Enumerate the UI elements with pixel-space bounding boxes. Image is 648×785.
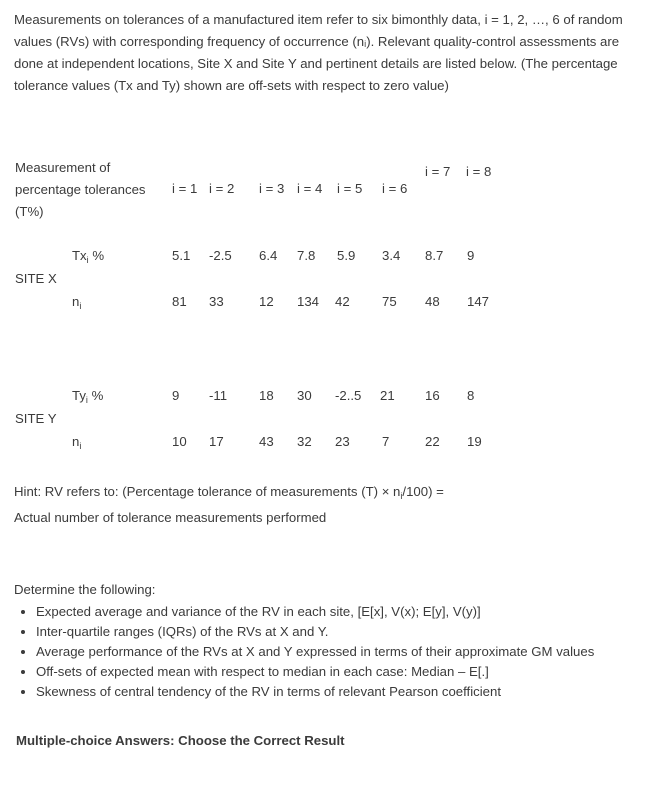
- site-y-n-value: 19: [467, 434, 482, 449]
- site-x-t-value: 6.4: [259, 248, 278, 263]
- site-y-n-value: 7: [382, 434, 390, 449]
- site-x-t-value: 3.4: [382, 248, 401, 263]
- site-x-n-value: 134: [297, 294, 320, 309]
- site-y-t-value: -2..5: [335, 388, 362, 403]
- site-x-n-value: 12: [259, 294, 274, 309]
- col-header-i3: i = 3: [259, 181, 285, 196]
- site-x-label: SITE X: [15, 271, 57, 286]
- site-y-n-value: 17: [209, 434, 224, 449]
- col-header-i4: i = 4: [297, 181, 323, 196]
- col-header-i5: i = 5: [337, 181, 363, 196]
- site-y-n-value: 10: [172, 434, 187, 449]
- site-x-t-value: 5.1: [172, 248, 191, 263]
- col-header-i2: i = 2: [209, 181, 235, 196]
- list-item: • Off-sets of expected mean with respect to median in each case: Median – E[.]: [36, 662, 648, 682]
- site-y-t-value: 16: [425, 388, 440, 403]
- site-x-n-value: 75: [382, 294, 397, 309]
- determine-heading: Determine the following:: [14, 582, 156, 597]
- list-item: • Average performance of the RVs at X and Y expressed in terms of their approximate GM values: [36, 642, 648, 662]
- multiple-choice-heading: Multiple-choice Answers: Choose the Correct Result: [16, 733, 345, 748]
- site-y-n-value: 32: [297, 434, 312, 449]
- hint-line-2: Actual number of tolerance measurements performed: [14, 510, 327, 525]
- header-line-1: Measurement of: [15, 160, 111, 175]
- site-x-t-value: 9: [467, 248, 475, 263]
- hint-text: [14, 481, 634, 528]
- table-header-label: [15, 157, 146, 223]
- site-y-t-value: -11: [209, 388, 228, 403]
- site-x-n-value: 81: [172, 294, 187, 309]
- site-y-n-value: 22: [425, 434, 440, 449]
- site-x-n-value: 33: [209, 294, 224, 309]
- header-line-2: percentage tolerances: [15, 182, 146, 197]
- header-line-3: (T%): [15, 204, 44, 219]
- site-y-n-value: 23: [335, 434, 350, 449]
- col-header-i6: i = 6: [382, 181, 408, 196]
- site-x-n-value: 48: [425, 294, 440, 309]
- col-header-i7: i = 7: [425, 164, 451, 179]
- site-y-label: SITE Y: [15, 411, 57, 426]
- site-x-t-value: 7.8: [297, 248, 316, 263]
- site-x-t-value: 8.7: [425, 248, 444, 263]
- site-y-t-label: $Ty_i$ %: [72, 388, 104, 405]
- site-x-n-value: 147: [467, 294, 490, 309]
- intro-paragraph: Measurements on tolerances of a manufactured item refer to six bimonthly data, i = 1, 2, …, 6 of random values (RVs) with corresponding frequency of occurrence (nᵢ). Relevant quality-control assessments are done at independent locations, Site X and Site Y and pertinent details are listed below. (The percentage tolerance values (Tx and Ty) shown are off-sets with respect to zero value): [14, 12, 623, 93]
- site-y-t-value: 30: [297, 388, 312, 403]
- site-y-t-value: 18: [259, 388, 274, 403]
- list-item: • Expected average and variance of the RV in each site, [E[x], V(x); E[y], V(y)]: [36, 602, 648, 622]
- site-y-t-value: 8: [467, 388, 475, 403]
- list-item: • Inter-quartile ranges (IQRs) of the RVs at X and Y.: [36, 622, 648, 642]
- site-y-n-label: $n_i$: [72, 434, 82, 451]
- site-y-n-value: 43: [259, 434, 274, 449]
- task-list: [14, 602, 648, 702]
- site-x-t-label: $Tx_i$ %: [72, 248, 105, 265]
- col-header-i8: i = 8: [466, 164, 492, 179]
- site-x-t-value: -2.5: [209, 248, 232, 263]
- site-x-n-value: 42: [335, 294, 350, 309]
- site-y-t-value: 21: [380, 388, 395, 403]
- site-x-t-value: 5.9: [337, 248, 356, 263]
- site-y-t-value: 9: [172, 388, 180, 403]
- site-x-n-label: $n_i$: [72, 294, 82, 311]
- hint-line-1: Hint: RV refers to: (Percentage tolerance of measurements $(T) \times n_i/100$) =: [14, 484, 444, 501]
- list-item: • Skewness of central tendency of the RV in terms of relevant Pearson coefficient: [36, 682, 648, 702]
- col-header-i1: i = 1: [172, 181, 198, 196]
